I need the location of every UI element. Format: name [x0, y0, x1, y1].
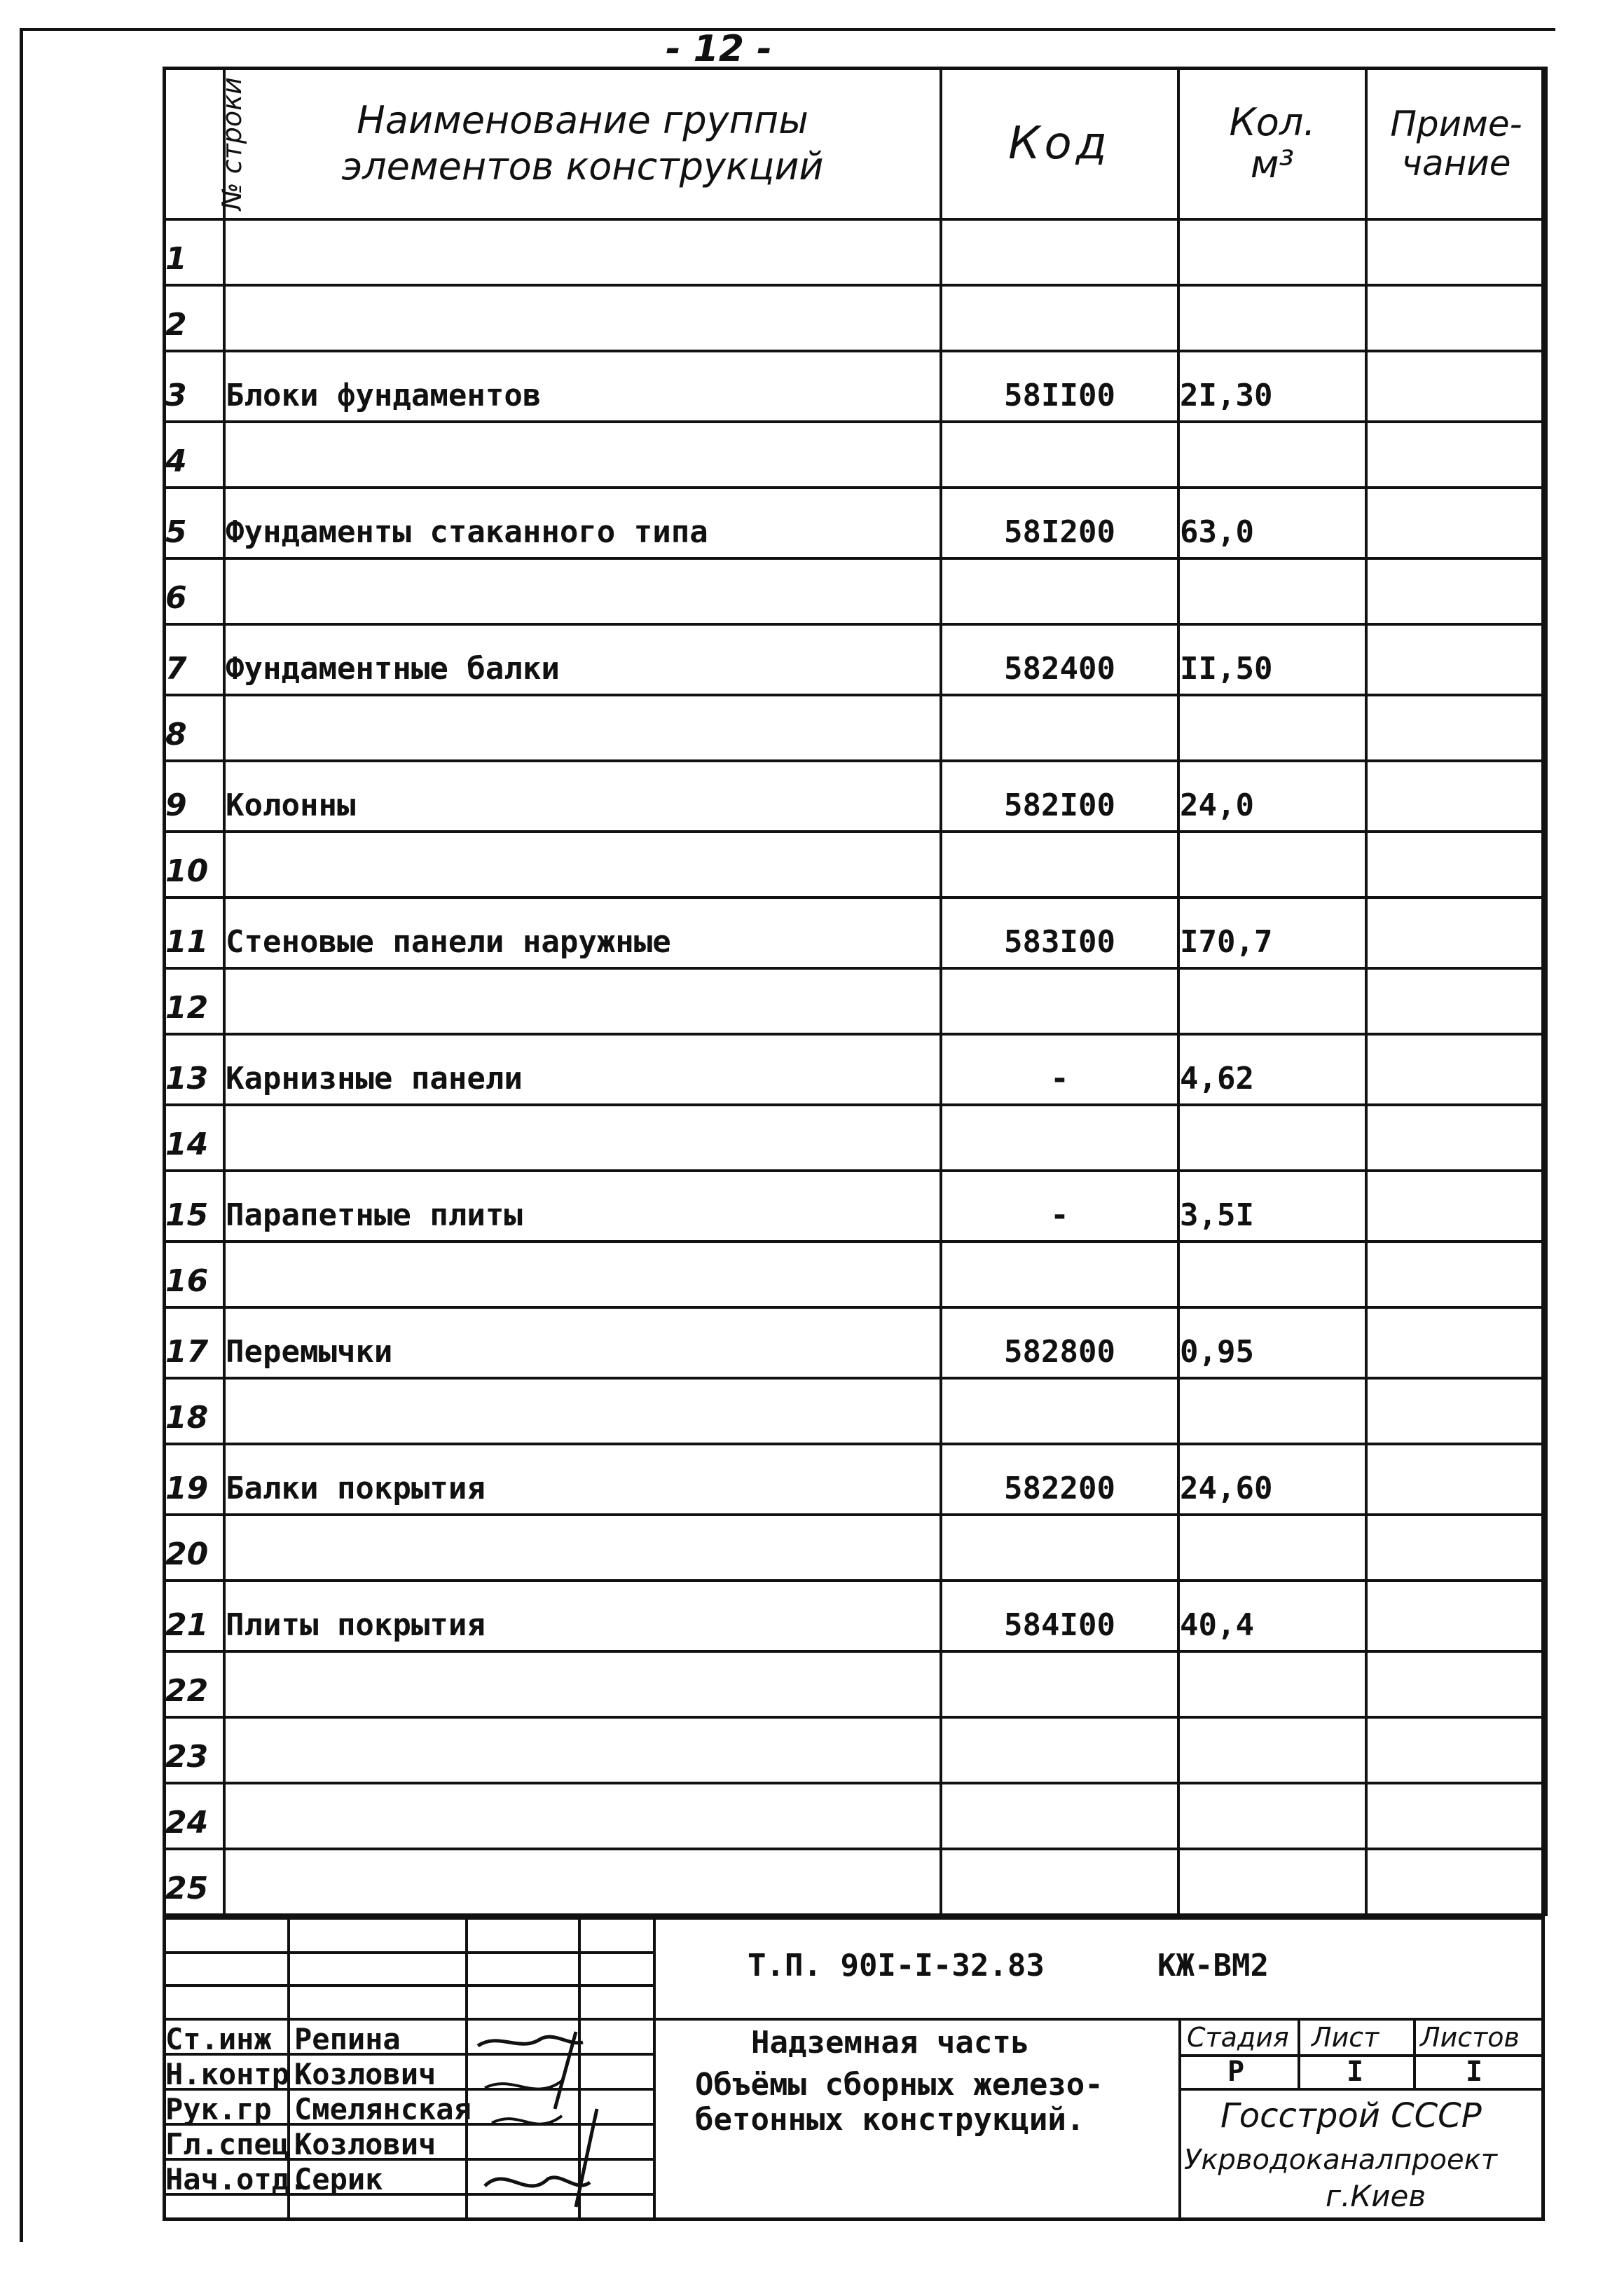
doc-code: Т.П. 90I-I-32.83 — [748, 1948, 1045, 1983]
row-name: Фундаменты стаканного типа — [224, 488, 941, 558]
table-row — [164, 422, 1546, 488]
header-note-line1: Приме- — [1390, 104, 1522, 144]
row-qty — [1178, 1105, 1366, 1171]
header-row-num: № строки — [164, 68, 224, 219]
page-number: - 12 - — [666, 28, 772, 70]
row-note — [1366, 897, 1546, 968]
row-code — [941, 1105, 1178, 1171]
row-code — [941, 422, 1178, 488]
row-code — [941, 1849, 1178, 1915]
row-num: 21 — [164, 1581, 224, 1651]
row-name — [224, 1717, 941, 1783]
row-name: Карнизные панели — [224, 1034, 941, 1105]
stage-label: Стадия — [1187, 2022, 1289, 2053]
row-num: 13 — [164, 1034, 224, 1105]
row-qty: 40,4 — [1178, 1581, 1366, 1651]
table-row — [164, 1307, 1546, 1378]
row-note — [1366, 1307, 1546, 1378]
row-name — [224, 1651, 941, 1717]
row-qty — [1178, 558, 1366, 624]
org-line3: г.Киев — [1326, 2179, 1426, 2213]
row-name — [224, 1783, 941, 1849]
row-code: 582200 — [941, 1444, 1178, 1515]
header-qty-line2: м³ — [1250, 142, 1295, 186]
table-row — [164, 1717, 1546, 1783]
row-qty — [1178, 1378, 1366, 1444]
row-qty — [1178, 1717, 1366, 1783]
stage-value: Р — [1227, 2056, 1245, 2088]
table-row — [164, 1241, 1546, 1307]
grid-line — [653, 1920, 656, 2221]
row-note — [1366, 832, 1546, 897]
grid-line — [163, 2018, 1545, 2021]
row-name: Колонны — [224, 761, 941, 832]
table-row — [164, 1581, 1546, 1651]
row-name — [224, 285, 941, 351]
row-name: Блоки фундаментов — [224, 351, 941, 422]
table-row — [164, 897, 1546, 968]
row-note — [1366, 1515, 1546, 1581]
spec-table — [163, 67, 1548, 1916]
row-code — [941, 1241, 1178, 1307]
sheet-label: Лист — [1312, 2022, 1379, 2053]
row-note — [1366, 1444, 1546, 1515]
row-note — [1366, 624, 1546, 695]
header-qty — [1178, 68, 1366, 219]
row-note — [1366, 761, 1546, 832]
row-name — [224, 695, 941, 761]
row-num: 19 — [164, 1444, 224, 1515]
row-num: 7 — [164, 624, 224, 695]
row-qty — [1178, 1515, 1366, 1581]
table-row — [164, 1378, 1546, 1444]
row-code — [941, 695, 1178, 761]
row-qty: 63,0 — [1178, 488, 1366, 558]
row-num: 2 — [164, 285, 224, 351]
row-num: 4 — [164, 422, 224, 488]
title-line3: бетонных конструкций. — [695, 2102, 1085, 2138]
row-name — [224, 422, 941, 488]
row-num: 14 — [164, 1105, 224, 1171]
grid-line — [163, 1951, 653, 1954]
row-num: 10 — [164, 832, 224, 897]
row-code: - — [941, 1034, 1178, 1105]
row-num: 16 — [164, 1241, 224, 1307]
row-name — [224, 832, 941, 897]
row-code — [941, 285, 1178, 351]
row-num: 9 — [164, 761, 224, 832]
table-row — [164, 832, 1546, 897]
row-code: 58I200 — [941, 488, 1178, 558]
row-num: 18 — [164, 1378, 224, 1444]
row-qty: 3,5I — [1178, 1171, 1366, 1241]
sheets-label: Листов — [1420, 2022, 1520, 2053]
row-qty — [1178, 422, 1366, 488]
row-name — [224, 1849, 941, 1915]
row-code: 582800 — [941, 1307, 1178, 1378]
sig-name: Репина — [294, 2022, 401, 2056]
frame-top-line — [20, 28, 1555, 31]
row-qty — [1178, 1241, 1366, 1307]
row-name — [224, 1241, 941, 1307]
title-block — [163, 1916, 1545, 2221]
header-name-line1: Наименование группы — [357, 98, 808, 142]
sig-name: Серик — [294, 2162, 383, 2196]
header-note-line2: чание — [1401, 143, 1511, 184]
row-name — [224, 1515, 941, 1581]
row-name — [224, 1378, 941, 1444]
sig-name: Козлович — [294, 2057, 436, 2091]
sig-role: Ст.инж — [165, 2022, 272, 2056]
table-row — [164, 488, 1546, 558]
table-row — [164, 285, 1546, 351]
grid-line — [163, 1984, 653, 1987]
row-qty — [1178, 1651, 1366, 1717]
grid-line — [465, 1920, 468, 2221]
table-row — [164, 1783, 1546, 1849]
row-qty — [1178, 968, 1366, 1034]
row-note — [1366, 488, 1546, 558]
row-name — [224, 1105, 941, 1171]
row-note — [1366, 1581, 1546, 1651]
table-row — [164, 1849, 1546, 1915]
row-qty — [1178, 285, 1366, 351]
row-code — [941, 1378, 1178, 1444]
row-qty: 24,60 — [1178, 1444, 1366, 1515]
row-num: 22 — [164, 1651, 224, 1717]
row-qty — [1178, 832, 1366, 897]
table-row — [164, 624, 1546, 695]
grid-line — [1298, 2018, 1300, 2088]
row-name: Балки покрытия — [224, 1444, 941, 1515]
sig-role: Рук.гр — [165, 2092, 272, 2126]
row-note — [1366, 1241, 1546, 1307]
row-note — [1366, 1783, 1546, 1849]
row-code — [941, 1717, 1178, 1783]
row-code — [941, 968, 1178, 1034]
table-row — [164, 968, 1546, 1034]
row-qty: 0,95 — [1178, 1307, 1366, 1378]
row-num: 1 — [164, 219, 224, 285]
row-qty: II,50 — [1178, 624, 1366, 695]
table-header — [164, 68, 1546, 219]
row-code: 583I00 — [941, 897, 1178, 968]
row-code: 582400 — [941, 624, 1178, 695]
row-note — [1366, 1171, 1546, 1241]
table-row — [164, 219, 1546, 285]
sheet-value: I — [1347, 2056, 1364, 2088]
row-note — [1366, 1105, 1546, 1171]
row-code — [941, 1515, 1178, 1581]
row-num: 25 — [164, 1849, 224, 1915]
row-name: Парапетные плиты — [224, 1171, 941, 1241]
row-num: 17 — [164, 1307, 224, 1378]
table-row — [164, 1171, 1546, 1241]
org-line2: Укрводоканалпроект — [1184, 2144, 1498, 2176]
header-name-line2: элементов конструкций — [341, 144, 824, 188]
row-name: Плиты покрытия — [224, 1581, 941, 1651]
sig-role: Н.контр. — [165, 2057, 308, 2091]
row-note — [1366, 219, 1546, 285]
row-note — [1366, 285, 1546, 351]
row-note — [1366, 1849, 1546, 1915]
row-code: - — [941, 1171, 1178, 1241]
doc-mark: КЖ-ВМ2 — [1157, 1948, 1269, 1983]
row-code — [941, 219, 1178, 285]
row-note — [1366, 1034, 1546, 1105]
row-note — [1366, 558, 1546, 624]
sig-name: Смелянская — [294, 2092, 472, 2126]
row-note — [1366, 351, 1546, 422]
row-note — [1366, 1378, 1546, 1444]
row-num: 11 — [164, 897, 224, 968]
row-code: 58II00 — [941, 351, 1178, 422]
row-qty: 24,0 — [1178, 761, 1366, 832]
row-code — [941, 558, 1178, 624]
row-note — [1366, 1717, 1546, 1783]
row-note — [1366, 422, 1546, 488]
row-code — [941, 1651, 1178, 1717]
row-qty: I70,7 — [1178, 897, 1366, 968]
header-name — [224, 68, 941, 219]
row-name: Стеновые панели наружные — [224, 897, 941, 968]
row-qty: 2I,30 — [1178, 351, 1366, 422]
grid-line — [1178, 2018, 1181, 2221]
row-num: 23 — [164, 1717, 224, 1783]
row-num: 8 — [164, 695, 224, 761]
table-row — [164, 1105, 1546, 1171]
row-num: 15 — [164, 1171, 224, 1241]
row-num: 12 — [164, 968, 224, 1034]
row-qty — [1178, 1849, 1366, 1915]
frame-left-line — [20, 28, 23, 2242]
org-line1: Госстрой СССР — [1220, 2096, 1482, 2135]
row-name: Фундаментные балки — [224, 624, 941, 695]
row-note — [1366, 695, 1546, 761]
table-row — [164, 1034, 1546, 1105]
row-name — [224, 968, 941, 1034]
table-row — [164, 1651, 1546, 1717]
row-qty — [1178, 1783, 1366, 1849]
grid-line — [1178, 2088, 1545, 2091]
row-code: 584I00 — [941, 1581, 1178, 1651]
sheets-value: I — [1466, 2056, 1483, 2088]
row-qty: 4,62 — [1178, 1034, 1366, 1105]
row-qty — [1178, 695, 1366, 761]
row-note — [1366, 1651, 1546, 1717]
table-row — [164, 761, 1546, 832]
header-code: Код — [941, 68, 1178, 219]
row-name — [224, 558, 941, 624]
row-name — [224, 219, 941, 285]
grid-line — [1413, 2018, 1416, 2088]
row-qty — [1178, 219, 1366, 285]
row-code: 582I00 — [941, 761, 1178, 832]
sig-role: Гл.спец. — [165, 2127, 308, 2161]
title-line2: Объёмы сборных железо- — [695, 2067, 1103, 2103]
header-note — [1366, 68, 1546, 219]
row-name: Перемычки — [224, 1307, 941, 1378]
row-num: 24 — [164, 1783, 224, 1849]
table-row — [164, 558, 1546, 624]
row-code — [941, 1783, 1178, 1849]
row-note — [1366, 968, 1546, 1034]
row-code — [941, 832, 1178, 897]
row-num: 6 — [164, 558, 224, 624]
table-row — [164, 695, 1546, 761]
table-row — [164, 1515, 1546, 1581]
signature-scribbles — [471, 2025, 639, 2221]
row-num: 5 — [164, 488, 224, 558]
title-line1: Надземная часть — [751, 2025, 1030, 2061]
table-row — [164, 1444, 1546, 1515]
table-row — [164, 351, 1546, 422]
sig-role: Нач.отд. — [165, 2162, 308, 2196]
header-qty-line1: Кол. — [1229, 100, 1316, 144]
row-num: 20 — [164, 1515, 224, 1581]
sig-name: Козлович — [294, 2127, 436, 2161]
row-num: 3 — [164, 351, 224, 422]
